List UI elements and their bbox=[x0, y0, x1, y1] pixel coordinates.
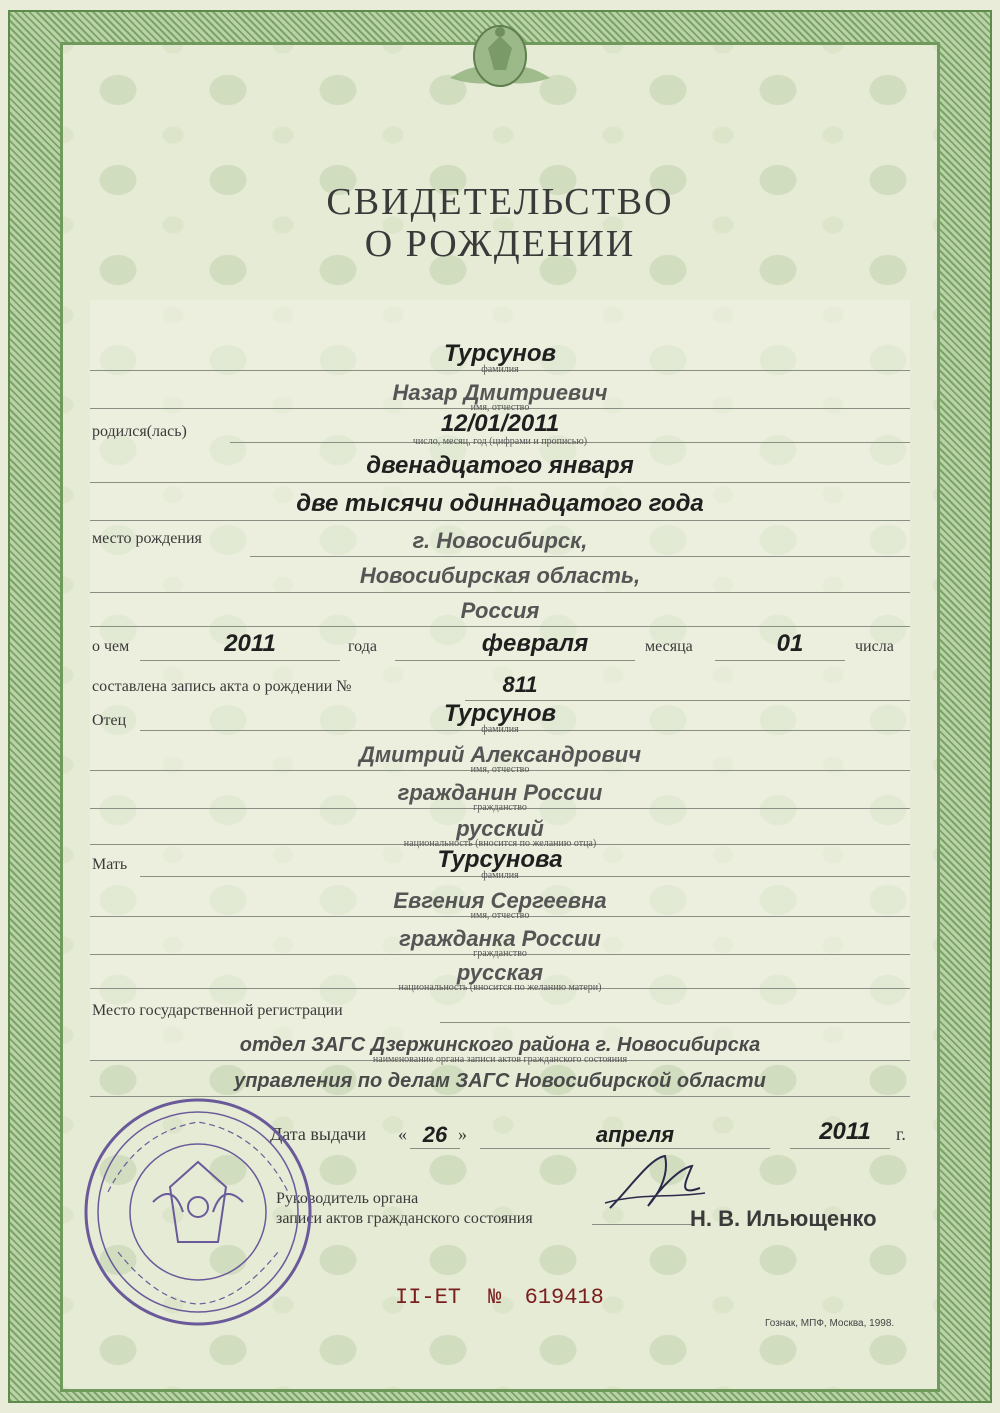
record-number: 811 bbox=[502, 672, 538, 697]
name-caption: имя, отчество bbox=[470, 402, 530, 413]
mother-name-caption: имя, отчество bbox=[470, 910, 530, 921]
father-label: Отец bbox=[92, 712, 127, 729]
father-surname-caption: фамилия bbox=[481, 724, 519, 735]
mother-name: Евгения Сергеевна bbox=[393, 888, 607, 913]
head-label-line2: записи актов гражданского состояния bbox=[276, 1210, 533, 1227]
surname-caption: фамилия bbox=[481, 364, 519, 375]
issue-day: 26 bbox=[422, 1122, 448, 1147]
rule-line bbox=[715, 660, 845, 661]
serial-number: 619418 bbox=[524, 1285, 604, 1310]
birthplace-label: место рождения bbox=[92, 530, 202, 547]
registration-caption: наименование органа записи актов гражданского состояния bbox=[372, 1054, 628, 1065]
head-label-line1: Руководитель органа bbox=[276, 1190, 419, 1207]
issue-year-suffix: г. bbox=[896, 1124, 906, 1144]
child-surname: Турсунов bbox=[443, 340, 557, 367]
birth-date: 12/01/2011 bbox=[440, 410, 560, 437]
rule-line bbox=[790, 1148, 890, 1149]
record-month-label: месяца bbox=[645, 638, 693, 655]
serial-number-sign: № bbox=[488, 1285, 502, 1310]
document-title-line1: СВИДЕТЕЛЬСТВО bbox=[326, 181, 674, 223]
rule-line bbox=[140, 660, 340, 661]
head-name: Н. В. Ильющенко bbox=[690, 1206, 877, 1231]
registration-line1: отдел ЗАГС Дзержинского района г. Новосибирска bbox=[239, 1034, 761, 1056]
record-day-label: числа bbox=[855, 638, 894, 655]
registration-line2: управления по делам ЗАГС Новосибирской области bbox=[234, 1070, 766, 1092]
birthplace-line2: Новосибирская область, bbox=[359, 563, 641, 588]
issue-year: 2011 bbox=[819, 1118, 871, 1145]
mother-citizenship: гражданка России bbox=[399, 926, 601, 951]
rule-line bbox=[410, 1148, 460, 1149]
issue-date-label: Дата выдачи bbox=[270, 1124, 367, 1144]
father-nationality-caption: национальность (вносится по желанию отца) bbox=[403, 838, 597, 849]
rule-line bbox=[90, 520, 910, 521]
record-year: 2011 bbox=[224, 630, 276, 657]
record-month: февраля bbox=[481, 630, 589, 657]
child-name: Назар Дмитриевич bbox=[392, 380, 608, 405]
record-year-label: года bbox=[348, 638, 377, 655]
rule-line bbox=[90, 482, 910, 483]
record-prefix-label: о чем bbox=[92, 638, 130, 655]
rule-line bbox=[90, 592, 910, 593]
rule-line bbox=[90, 626, 910, 627]
mother-citizenship-caption: гражданство bbox=[473, 948, 527, 959]
birthplace-line3: Россия bbox=[460, 598, 540, 623]
issue-month: апреля bbox=[595, 1122, 675, 1147]
issue-close-quote: » bbox=[458, 1124, 467, 1144]
mother-label: Мать bbox=[92, 856, 128, 873]
mother-nationality-caption: национальность (вносится по желанию матери) bbox=[398, 982, 602, 993]
rule-line bbox=[592, 1224, 692, 1225]
handwritten-signature bbox=[600, 1148, 710, 1218]
rule-line bbox=[395, 660, 635, 661]
issue-open-quote: « bbox=[398, 1124, 407, 1144]
printer-note: Гознак, МПФ, Москва, 1998. bbox=[765, 1318, 895, 1329]
birthplace-line1: г. Новосибирск, bbox=[412, 528, 588, 553]
father-citizenship: гражданин России bbox=[397, 780, 603, 805]
birth-date-caption: число, месяц, год (цифрами и прописью) bbox=[412, 436, 588, 447]
mother-surname-caption: фамилия bbox=[481, 870, 519, 881]
coat-of-arms-icon bbox=[440, 18, 560, 98]
serial-series: II-ЕТ bbox=[395, 1285, 462, 1310]
birth-date-words-1: двенадцатого января bbox=[366, 452, 634, 479]
record-day: 01 bbox=[776, 630, 804, 657]
rule-line bbox=[250, 556, 910, 557]
registration-label: Место государственной регистрации bbox=[92, 1002, 343, 1019]
certificate-serial bbox=[395, 1285, 604, 1310]
father-name-caption: имя, отчество bbox=[470, 764, 530, 775]
document-title-line2: О РОЖДЕНИИ bbox=[364, 223, 636, 265]
born-label: родился(лась) bbox=[92, 423, 187, 440]
record-act-label: составлена запись акта о рождении № bbox=[92, 678, 352, 695]
father-name: Дмитрий Александрович bbox=[358, 742, 642, 767]
mother-surname: Турсунова bbox=[437, 846, 563, 873]
rule-line bbox=[440, 1022, 910, 1023]
father-citizenship-caption: гражданство bbox=[473, 802, 527, 813]
official-seal-stamp bbox=[78, 1092, 318, 1332]
birth-date-words-2: две тысячи одиннадцатого года bbox=[296, 490, 704, 517]
mother-nationality: русская bbox=[456, 960, 544, 985]
father-surname: Турсунов bbox=[443, 700, 557, 727]
father-nationality: русский bbox=[456, 816, 544, 841]
